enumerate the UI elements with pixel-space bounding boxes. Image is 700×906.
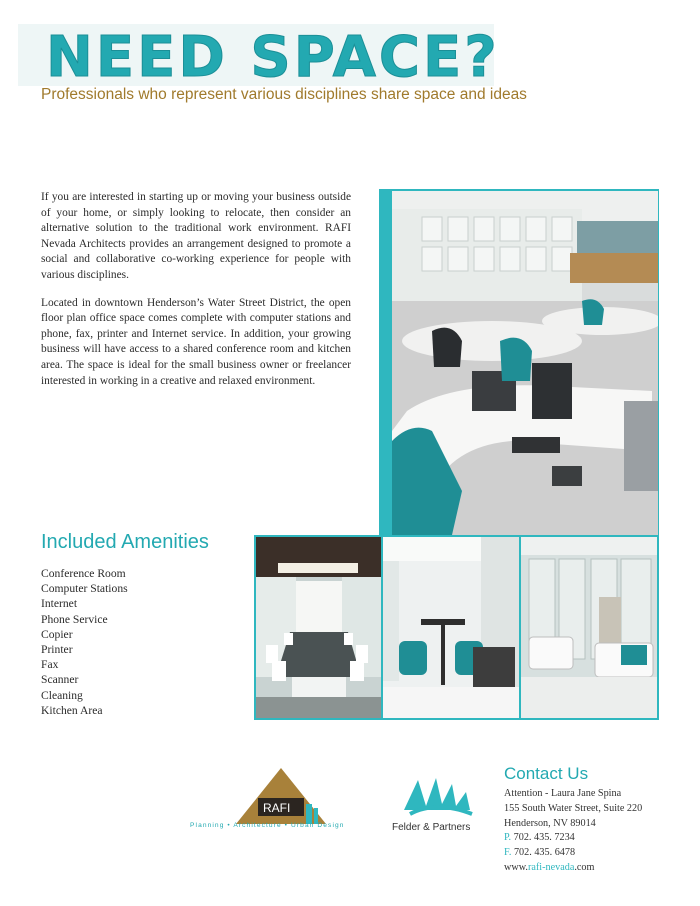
contact-fax — [504, 846, 642, 861]
web-prefix: www. — [504, 861, 528, 873]
intro-paragraph: Located in downtown Henderson’s Water Street District, the open floor plan office space comes complete with computer stations and phone, fax, printer and Internet service. In addition, your growing business will have access to a shared conference room and kitchen area. The space is ideal for the small business owner or freelancer interested in working in a creative and relaxed environment. — [41, 296, 351, 387]
amenity-item: Scanner — [41, 673, 79, 687]
fax-prefix: F. — [504, 847, 512, 859]
amenity-item: Cleaning — [41, 688, 83, 702]
amenity-item: Printer — [41, 643, 73, 657]
contact-details — [504, 787, 642, 876]
rafi-logo — [236, 768, 326, 828]
amenity-item: Internet — [41, 597, 78, 611]
lounge-photo — [521, 537, 657, 718]
contact-website[interactable] — [504, 861, 642, 876]
amenities-title: Included Amenities — [41, 531, 209, 553]
web-suffix: .com — [574, 861, 595, 873]
fax-number: 702. 435. 6478 — [513, 847, 576, 859]
phone-prefix: P. — [504, 832, 512, 844]
contact-title: Contact Us — [504, 764, 589, 783]
intro-paragraph: If you are interested in starting up or moving your business outside of your home, or simply looking to relocate, then consider an alternative solution to the traditional work environment. RAFI Nevada Architects provides an arrangement designed to promote a social and collaborative co-working experience for people with various disciplines. — [41, 191, 351, 281]
contact-city: Henderson, NV 89014 — [504, 817, 596, 829]
rafi-wordmark: RAFI — [263, 801, 291, 815]
contact-attention: Attention - Laura Jane Spina — [504, 788, 622, 799]
felder-partners-name: Felder & Partners — [392, 822, 471, 833]
felder-logo — [396, 770, 480, 826]
office-photo — [392, 191, 658, 535]
amenity-item: Phone Service — [41, 612, 108, 626]
rafi-tagline: Planning • Architecture • Urban Design — [190, 822, 345, 829]
phone-number: 702. 435. 7234 — [513, 832, 575, 844]
page-subtitle: Professionals who represent various disciplines share space and ideas — [41, 86, 527, 103]
intro-text — [41, 190, 351, 401]
page-title: NEED SPACE? — [46, 25, 500, 90]
kitchen-photo — [383, 537, 519, 718]
amenities-list — [41, 566, 128, 718]
contact-phone — [504, 831, 642, 846]
conference-room-photo — [256, 537, 381, 718]
amenity-item: Kitchen Area — [41, 703, 103, 717]
amenity-item: Conference Room — [41, 567, 126, 580]
amenity-item: Computer Stations — [41, 582, 128, 596]
contact-street: 155 South Water Street, Suite 220 — [504, 802, 643, 814]
amenity-item: Copier — [41, 627, 73, 641]
web-domain: rafi-nevada — [527, 861, 575, 873]
amenity-item: Fax — [41, 658, 59, 672]
